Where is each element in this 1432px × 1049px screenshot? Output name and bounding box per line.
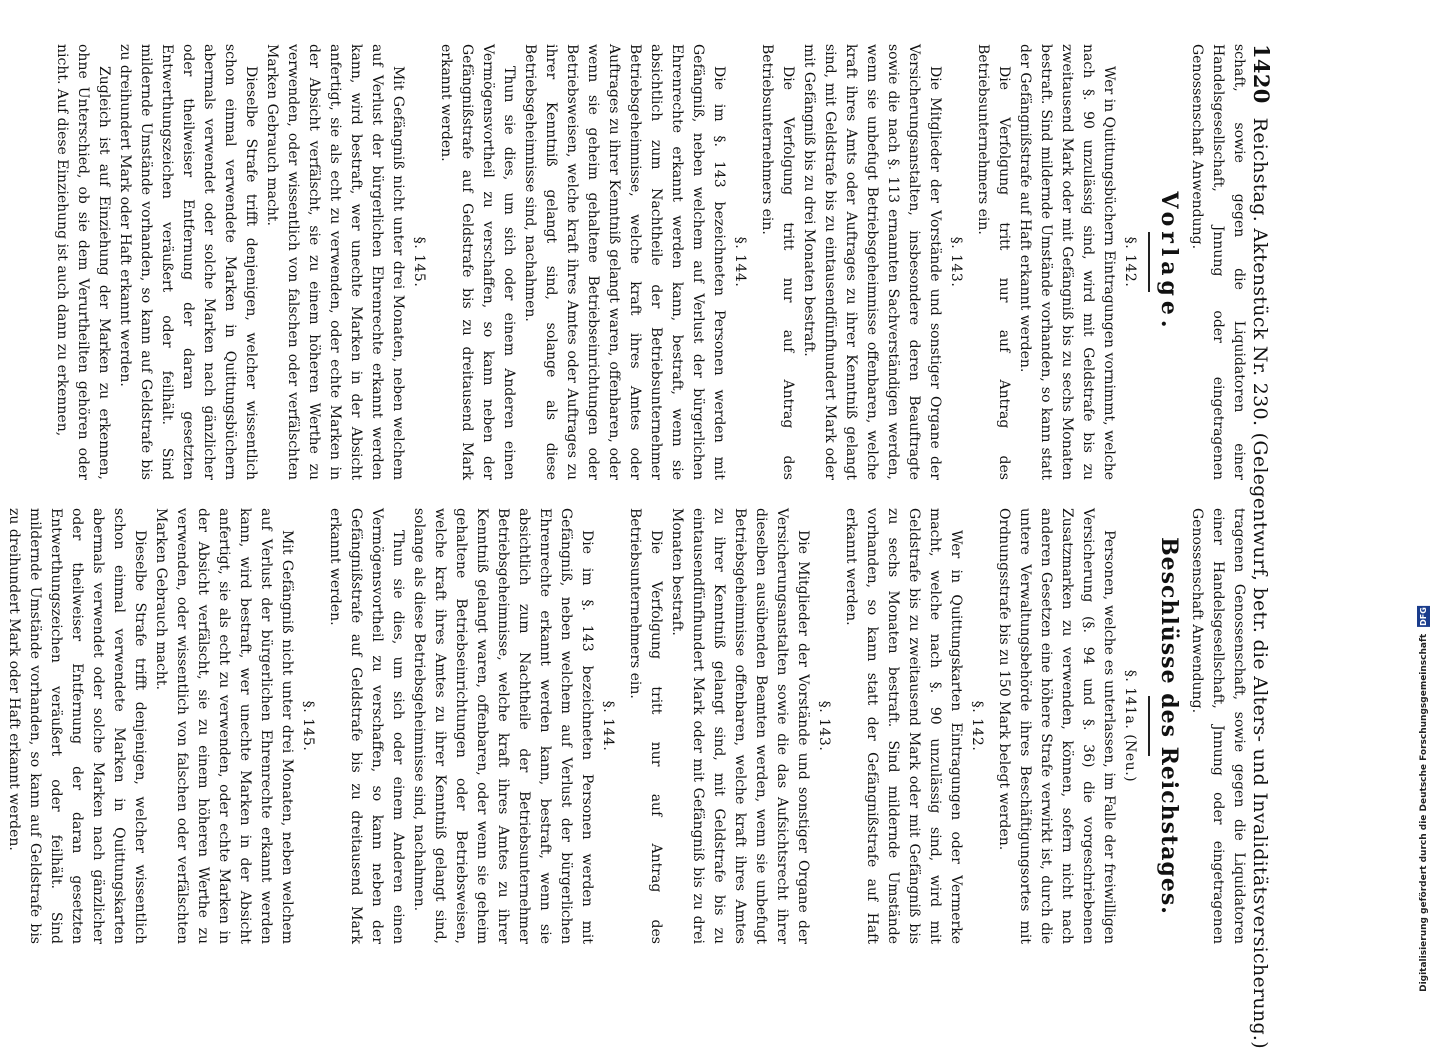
left-section-145-para-2: Dieselbe Strafe trifft denjenigen, welcher wissentlich schon einmal verwendete Marken in Quittungsbüchern abermals verwendet oder solche Marken nach gänzlicher oder theilweiser Entfernung der daran gesetzten Entwerthungszeichen veräußert oder feilhält. Sind mildernde Umstände vorhanden, so kann auf Geldstrafe bis zu dreihundert Mark oder Haft erkannt werden. — [117, 44, 259, 480]
left-section-145-para-1: Mit Gefängniß nicht unter drei Monaten, neben welchem auf Verlust der bürgerlichen Ehrenrechte erkannt werden kann, wird bestraft, wer unechte Marken in der Absicht anfertigt, sie als echt zu verwenden, oder echte Marken in der Absicht verfälscht, sie zu einem höheren Werthe zu verwenden, oder wissentlich von falschen oder verfälschten Marken Gebrauch macht. — [264, 44, 406, 480]
right-section-145-para-3 — [0, 508, 3, 944]
left-section-142-para-1: Wer in Quittungsbüchern Eintragungen vornimmt, welche nach §. 90 unzulässig sind, wird mit Geldstrafe bis zu zweitausend Mark oder mit Gefängniß bis zu sechs Monaten bestraft. Sind mildernde Umstände vorhanden, so kann statt der Gefängnißstrafe auf Haft erkannt werden. — [1017, 44, 1117, 480]
column-vorlage — [0, 44, 1249, 480]
right-section-144-title: §. 144. — [600, 700, 616, 752]
right-section-142-para-1: Wer in Quittungskarten Eintragungen oder Vermerke macht, welche nach §. 90 unzulässig sind, wird mit Geldstrafe bis zu zweitausend Mark oder mit Gefängniß bis zu sechs Monaten bestraft. Sind mildernde Umstände vorhanden, so kann statt der Gefängnißstrafe auf Haft erkannt werden. — [843, 508, 964, 944]
right-intro-text: tragenen Genossenschaft, sowie gegen die Liquidatoren einer Handelsgesellschaft, Jnnung oder eingetragenen Genossenschaft Anwendung. — [1189, 508, 1247, 944]
left-section-144-title: §. 144. — [732, 236, 748, 288]
right-heading: Beschlüsse des Reichstages. — [1156, 537, 1182, 915]
left-section-142-para-2: Die Verfolgung tritt nur auf Antrag des Betriebsunternehmers ein. — [975, 44, 1012, 480]
left-heading-rule — [1148, 232, 1150, 292]
left-intro-text: schaft, sowie gegen die Liquidatoren einer Handelsgesellschaft, Jnnung oder eingetragenen Genossenschaft Anwendung. — [1189, 44, 1247, 480]
page-header — [1249, 44, 1274, 1049]
page-number: 1420 — [1249, 44, 1274, 104]
left-section-145-para-3: Zugleich ist auf Einziehung der Marken zu erkennen, ohne Unterschied, ob sie dem Verurtheilten gehören oder nicht. Auf diese Einziehung ist auch dann zu erkennen, — [54, 44, 112, 480]
digitization-footer — [1417, 606, 1430, 992]
digitization-note: Digitalisierung gefördert durch die Deutsche Forschungsgemeinschaft — [1419, 633, 1429, 992]
column-beschluesse — [0, 508, 1249, 944]
left-section-143-para-1: Die Mitglieder der Vorstände und sonstiger Organe der Versicherungsanstalten, insbesondere deren Beauftragte sowie die nach §. 113 ernannten Sachverständigen werden, wenn sie unbefugt Betriebsgeheimnisse offenbaren, welche kraft ihres Amts oder Auftrages zu ihrer Kenntniß gelangt sind, mit Geldstrafe bis zu eintausendfünfhundert Mark oder mit Gefängniß bis zu drei Monaten bestraft. — [801, 44, 943, 480]
right-section-142-title: §. 142. — [969, 700, 985, 752]
right-section-145-title: §. 145. — [300, 700, 316, 752]
left-section-143-para-2: Die Verfolgung tritt nur auf Antrag des Betriebsunternehmers ein. — [759, 44, 796, 480]
left-section-144-para-2: Thun sie dies, um sich oder einem Anderen einen Vermögensvortheil zu verschaffen, so kann neben der Gefängnißstrafe auf Geldstrafe bis zu dreitausend Mark erkannt werden. — [438, 44, 517, 480]
left-section-142-title: §. 142. — [1122, 236, 1138, 288]
page-running-title: Reichstag. Aktenstück Nr. 230. (Gelegentwurf, betr. die Alters- und Invaliditätsversicherung.) — [1249, 117, 1271, 1049]
right-section-144-para-1: Die im §. 143 bezeichneten Personen werden mit Gefängniß, neben welchem auf Verlust der bürgerlichen Ehrenrechte erkannt werden kann, bestraft, wenn sie absichtlich zum Nachtheile der Betriebsunternehmer Betriebsgeheimnisse, welche kraft ihres Amtes zu ihrer Kenntniß gelangt waren, offenbaren, oder wenn sie geheim gehaltene Betriebseinrichtungen oder Betriebsweisen, welche kraft ihres Amtes zu ihrer Kenntniß gelangt sind, solange als diese Betriebsgeheimnisse sind, nachahmen. — [411, 508, 595, 944]
left-section-144-para-1: Die im §. 143 bezeichneten Personen werden mit Gefängniß, neben welchem auf Verlust der bürgerlichen Ehrenrechte erkannt werden kann, bestraft, wenn sie absichtlich zum Nachtheile der Betriebsunternehmer Betriebsgeheimnisse, welche kraft ihres Amtes oder Auftrages zu ihrer Kenntniß gelangt waren, offenbaren, oder wenn sie geheim gehaltene Betriebseinrichtungen oder Betriebsweisen, welche kraft ihres Amtes oder Auftrages zu ihrer Kenntniß gelangt sind, solange als diese Betriebsgeheimnisse sind, nachahmen. — [522, 44, 727, 480]
left-section-143-title: §. 143. — [948, 236, 964, 288]
right-section-144-para-2: Thun sie dies, um sich oder einem Anderen einen Vermögensvortheil zu verschaffen, so kann neben der Gefängnißstrafe auf Geldstrafe bis zu dreitausend Mark erkannt werden. — [327, 508, 406, 944]
right-section-143-para-1: Die Mitglieder der Vorstände und sonstiger Organe der Versicherungsanstalten sowie die das Aufsichtsrecht ihrer dieselben ausübenden Beamten werden, wenn sie unbefugt Betriebsgeheimnisse offenbaren, welche kraft ihres Amtes zu ihrer Kenntniß gelangt sind, mit Geldstrafe bis zu eintausendfünfhundert Mark oder mit Gefängniß bis zu drei Monaten bestraft. — [669, 508, 811, 944]
left-heading: Vorlage. — [1156, 191, 1182, 333]
dfg-logo: DFG — [1419, 607, 1428, 626]
right-section-145-para-2: Dieselbe Strafe trifft denjenigen, welcher wissentlich schon einmal verwendete Marken in Quittungskarten abermals verwendet oder solche Marken nach gänzlicher oder theilweiser Entfernung der daran gesetzten Entwerthungszeichen veräußert oder feilhält. Sind mildernde Umstände vorhanden, so kann auf Geldstrafe bis zu dreihundert Mark oder Haft erkannt werden. — [6, 508, 148, 944]
left-section-145-title: §. 145. — [411, 236, 427, 288]
right-section-143-para-2: Die Verfolgung tritt nur auf Antrag des Betriebsunternehmers ein. — [627, 508, 664, 944]
right-section-141a-para-1: Personen, welche es unterlassen, im Falle der freiwilligen Versicherung (§. 94 und §. 36) die vorgeschriebenen Zusatzmarken zu verwenden, können, sofern nicht nach anderen Gesetzen eine höhere Strafe verwirkt ist, durch die untere Verwaltungsbehörde ihres Beschäftigungsortes mit Ordnungsstrafe bis zu 150 Mark belegt werden. — [996, 508, 1117, 944]
two-column-body — [0, 44, 1249, 956]
right-heading-rule — [1148, 696, 1150, 756]
right-section-141a-title: §. 141a. (Neu.) — [1122, 669, 1138, 783]
right-section-143-title: §. 143. — [816, 700, 832, 752]
right-section-145-para-1: Mit Gefängniß nicht unter drei Monaten, neben welchem auf Verlust der bürgerlichen Ehrenrechte erkannt werden kann, wird bestraft, wer unechte Marken in der Absicht anfertigt, sie als echt zu verwenden, oder echte Marken in der Absicht verfälscht, sie zu einem höheren Werthe zu verwenden, oder wissentlich von falschen oder verfälschten Marken Gebrauch macht. — [153, 508, 295, 944]
